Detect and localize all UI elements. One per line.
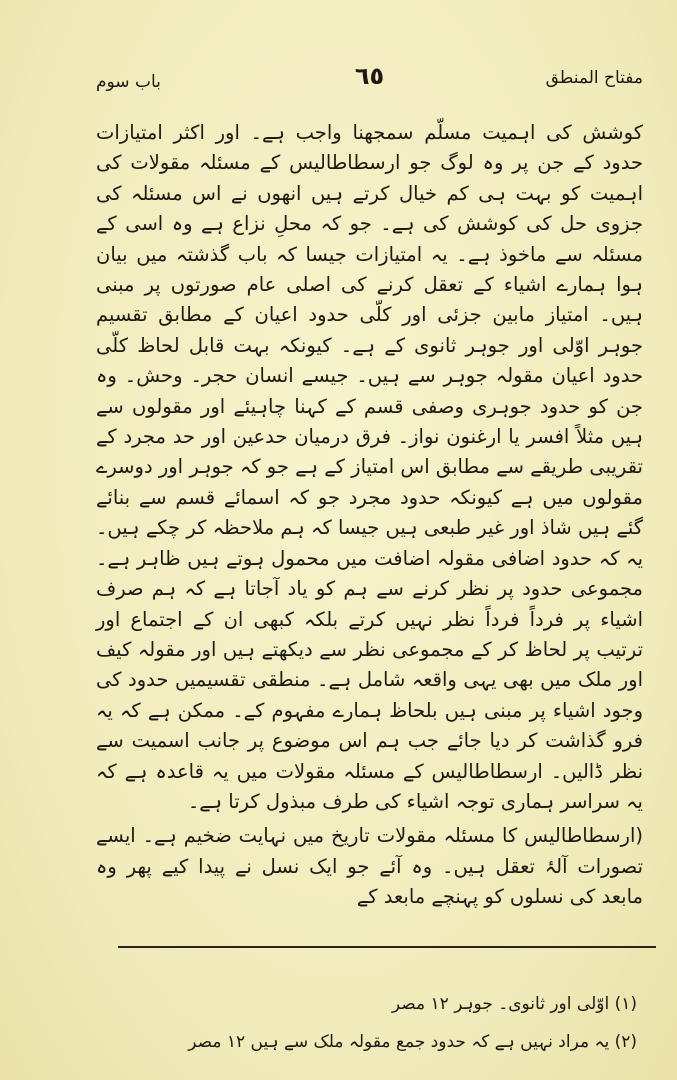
body-text (96, 118, 643, 913)
book-title: مفتاح المنطق (545, 68, 643, 88)
paragraph-quote: (ارسطاطالیس کا مسئلہ مقولات تاریخ میں نہایت ضخیم ہے۔ ایسے تصورات آلۂ تعقل ہیں۔ وہ آئے جو ایک نسل نے پیدا کیے پھر وہ مابعد کی نسلوں کو پہنچے مابعد کے (96, 824, 643, 909)
footnotes (118, 985, 637, 1061)
paragraph-main: کوشش کی اہمیت مسلّم سمجھنا واجب ہے۔ اور اکثر امتیازات حدود کے جن پر وہ لوگ جو ارسطاطالیس کے مسئلہ مقولات کی اہمیت کو بہت ہی کم خیال کرتے ہیں انھوں نے اس مسئلہ کی جزوی حل کی کوشش کی ہے۔ جو کہ محلِ نزاع ہے وہ اسی کے مسئلہ سے ماخوذ ہے۔ یہ امتیازات جیسا کہ باب گذشتہ میں بیان ہوا ہمارے اشیاء کے تعقل کرنے کی اصلی عام صورتوں پر مبنی ہیں۔ امتیاز مابین جزئی اور کلّی حدود اعیان کے مطابق تقسیم جوہر اوّلی اور جوہر ثانوی کے ہے۔ کیونکہ بہت قابل لحاظ کلّی حدود اعیان مقولہ جوہر سے ہیں۔ جیسے انسان حجر۔ وحش۔ وہ جن کو حدود جوہری وصفی قسم کے کہنا چاہیئے اور مقولوں سے ہیں مثلاً افسر یا ارغنون نواز۔ فرق درمیان حدعین اور حد مجرد کے تقریبی طریقے سے مطابق اس امتیاز کے ہے جو کہ جوہر اور دوسرے مقولوں میں ہے کیونکہ حدود مجرد جو کہ اسمائے قسم سے بنائے گئے ہیں شاذ اور غیر طبعی ہیں جیسا کہ ہم ملاحظہ کر چکے ہیں۔ یہ کہ حدود اضافی مقولہ اضافت میں محمول ہوتے ہیں ظاہر ہے۔ مجموعی حدود پر نظر کرنے سے ہم کو یاد آجاتا ہے کہ ہم صرف اشیاء پر فرداً فرداً نظر نہیں کرتے بلکہ کبھی ان کے اجتماع اور ترتیب پر لحاظ کر کے مجموعی نظر سے دیکھتے ہیں اور مقولہ کیف اور ملک میں بھی یہی واقعہ شامل ہے۔ منطقی تقسیمیں حدود کی وجود اشیاء پر مبنی ہیں بلحاظ ہمارے مفہوم کے۔ ممکن ہے کہ یہ فرو گذاشت کر دیا جائے جب ہم اس موضوع پر جانب اسمیت سے نظر ڈالیں۔ ارسطاطالیس کے مسئلہ مقولات میں یہ قاعدہ ہے کہ یہ سراسر ہماری توجہ اشیاء کی طرف مبذول کرتا ہے۔ (96, 121, 643, 813)
chapter-title: باب سوم (96, 72, 161, 92)
page-header (96, 62, 643, 102)
footnote-divider (118, 946, 656, 948)
footnote-2: (۲) یہ مراد نہیں ہے کہ حدود جمع مقولہ ملک سے ہیں ۱۲ مصر (188, 1032, 637, 1052)
footnote-1: (۱) اوّلی اور ثانوی۔ جوہر ۱۲ مصر (391, 994, 637, 1014)
page-number: ٦٥ (354, 62, 385, 90)
